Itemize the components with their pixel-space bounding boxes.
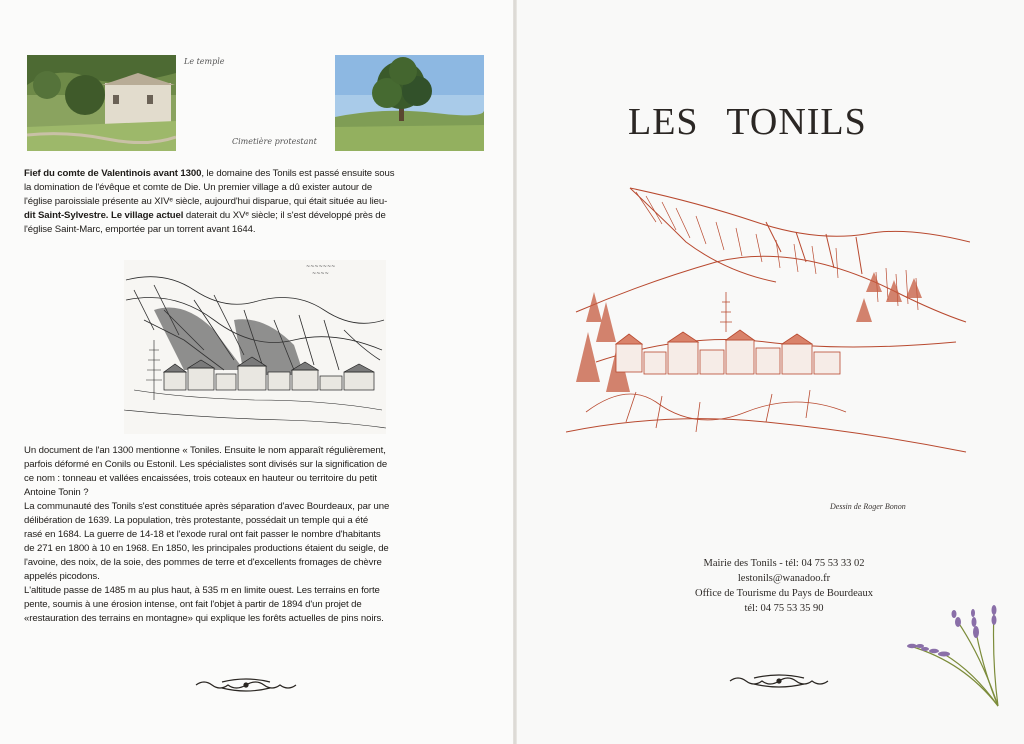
ornament-divider-left (192, 677, 300, 693)
lavender-sprig-illustration (904, 602, 1008, 710)
history-line: Un document de l'an 1300 mentionne « Toniles. Ensuite le nom apparaît régulièrement, (24, 445, 386, 456)
history-line: parfois déformé en Conils ou Estonil. Les spécialistes sont divisés sur la signification de (24, 459, 388, 470)
intro-line (24, 209, 492, 223)
intro-line-text: la domination de l'évêque et comte de Die. Un premier village a dû exister autour de (24, 182, 373, 193)
page-fold (513, 0, 517, 744)
town-hall-phone: Mairie des Tonils - tél: 04 75 53 33 02 (703, 558, 865, 569)
temple-photo (27, 55, 176, 151)
svg-text:~~~~: ~~~~ (312, 271, 329, 277)
intro-line-bold: dit Saint-Sylvestre. Le village actuel (24, 210, 184, 221)
intro-line-text: l'église Saint-Marc, emportée par un torrent avant 1644. (24, 224, 256, 235)
drawing-credit: Dessin de Roger Bonon (830, 502, 906, 511)
cemetery-caption: Cimetière protestant (232, 137, 317, 146)
history-line: La communauté des Tonils s'est constituée après séparation d'avec Bourdeaux, par une (24, 501, 390, 512)
red-village-drawing (566, 182, 970, 472)
history-line: L'altitude passe de 1485 m au plus haut, à 535 m en limite ouest. Les terrains en forte (24, 585, 380, 596)
temple-caption: Le temple (184, 57, 225, 66)
tourism-office: Office de Tourisme du Pays de Bourdeaux (695, 588, 873, 599)
brochure-title: LES TONILS (628, 101, 867, 143)
tourism-office-phone: tél: 04 75 53 35 90 (744, 603, 824, 614)
history-line: délibération de 1639. La population, très protestante, possédait un temple qui a été (24, 515, 369, 526)
history-line: rasé en 1684. La guerre de 14-18 et l'exode rural ont fait passer le nombre d'habitants (24, 529, 381, 540)
intro-line-text: daterait du XVᵉ siècle; il s'est développé près de (183, 210, 386, 221)
village-sketch (124, 260, 386, 434)
cemetery-photo (335, 55, 484, 151)
history-line: pente, soumis à une érosion intense, ont fait l'objet à partir de 1894 d'un projet de (24, 599, 362, 610)
intro-line (24, 167, 492, 181)
ornament-divider-right (726, 673, 832, 689)
history-line: de 271 en 1800 à 10 en 1968. En 1850, les principales productions étaient du seigle, de (24, 543, 389, 554)
intro-line (24, 181, 492, 195)
intro-line-text: , le domaine des Tonils est passé ensuite sous (201, 168, 395, 179)
intro-line (24, 195, 492, 209)
history-line: «restauration des terrains en montagne» qui explique les forêts actuelles de pins noirs. (24, 613, 384, 624)
history-line: ce nom : tonneau et vallées encaissées, trois coteaux en hauteur ou territoire du petit (24, 473, 377, 484)
history-line: appelés picodons. (24, 571, 100, 582)
history-paragraph (24, 444, 492, 626)
intro-paragraph (24, 167, 492, 237)
intro-line-text: l'église paroissiale présente au XIVᵉ siècle, aujourd'hui disparue, qui était située au lieu- (24, 196, 388, 207)
history-line: Antoine Tonin ? (24, 487, 89, 498)
contact-block (656, 556, 912, 616)
contact-email[interactable]: lestonils@wanadoo.fr (737, 573, 831, 584)
intro-line (24, 223, 492, 237)
svg-text:~~~~~~~: ~~~~~~~ (306, 264, 336, 270)
history-line: l'avoine, des noix, de la soie, des pommes de terre et d'excellents fromages de chèvre (24, 557, 382, 568)
intro-line-bold: Fief du comte de Valentinois avant 1300 (24, 168, 202, 179)
